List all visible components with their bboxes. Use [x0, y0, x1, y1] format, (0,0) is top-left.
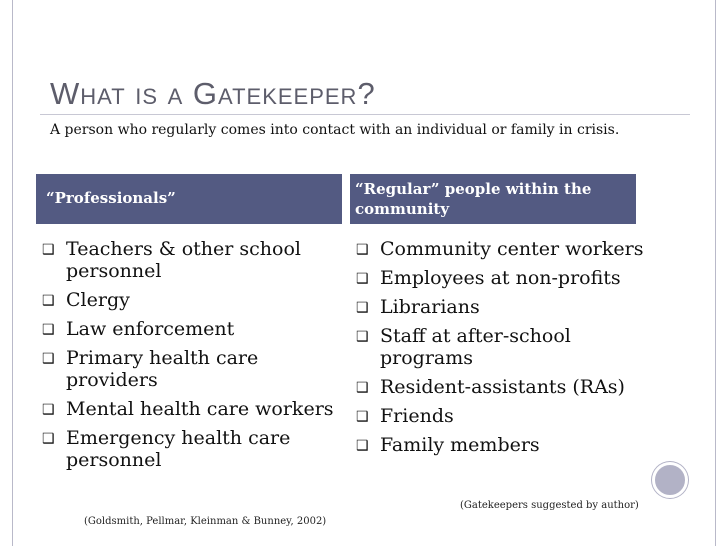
list-item-text: Community center workers	[380, 238, 644, 260]
list-item	[356, 296, 646, 318]
square-bullet-icon: ❑	[42, 351, 55, 367]
list-item	[356, 325, 646, 369]
square-bullet-icon: ❑	[42, 322, 55, 338]
reference-citation: (Goldsmith, Pellmar, Kleinman & Bunney, 2002)	[84, 516, 327, 527]
square-bullet-icon: ❑	[42, 431, 55, 447]
list-item	[42, 347, 342, 391]
slide-title: What is a Gatekeeper?	[50, 76, 376, 111]
list-item	[42, 238, 342, 282]
square-bullet-icon: ❑	[356, 409, 369, 425]
square-bullet-icon: ❑	[356, 438, 369, 454]
list-item-text: Emergency health care personnel	[66, 427, 291, 471]
list-item-text: Teachers & other school personnel	[66, 238, 301, 282]
list-item-text: Employees at non-profits	[380, 267, 621, 289]
list-item-text: Mental health care workers	[66, 398, 334, 420]
square-bullet-icon: ❑	[42, 402, 55, 418]
list-item	[42, 427, 342, 471]
professionals-list	[42, 238, 342, 478]
list-item-text: Law enforcement	[66, 318, 235, 340]
list-item	[42, 289, 342, 311]
regular-people-header: “Regular” people within the community	[350, 174, 636, 224]
list-item-text: Clergy	[66, 289, 130, 311]
regular-people-list	[356, 238, 646, 463]
list-item	[42, 398, 342, 420]
list-item	[356, 267, 646, 289]
list-item-text: Librarians	[380, 296, 480, 318]
list-item-text: Staff at after-school programs	[380, 325, 571, 369]
square-bullet-icon: ❑	[356, 329, 369, 345]
list-item	[356, 434, 646, 456]
list-item	[42, 318, 342, 340]
title-divider	[40, 114, 690, 115]
list-item	[356, 238, 646, 260]
square-bullet-icon: ❑	[356, 271, 369, 287]
list-item	[356, 405, 646, 427]
slide-subtitle: A person who regularly comes into contact with an individual or family in crisis.	[50, 122, 620, 138]
decorative-circle-icon	[652, 462, 688, 498]
square-bullet-icon: ❑	[42, 293, 55, 309]
list-item-text: Primary health care providers	[66, 347, 259, 391]
square-bullet-icon: ❑	[356, 300, 369, 316]
professionals-header: “Professionals”	[36, 174, 342, 224]
list-item-text: Friends	[380, 405, 454, 427]
square-bullet-icon: ❑	[356, 380, 369, 396]
author-citation: (Gatekeepers suggested by author)	[460, 500, 639, 511]
square-bullet-icon: ❑	[356, 242, 369, 258]
square-bullet-icon: ❑	[42, 242, 55, 258]
list-item-text: Resident-assistants (RAs)	[380, 376, 625, 398]
list-item-text: Family members	[380, 434, 540, 456]
list-item	[356, 376, 646, 398]
